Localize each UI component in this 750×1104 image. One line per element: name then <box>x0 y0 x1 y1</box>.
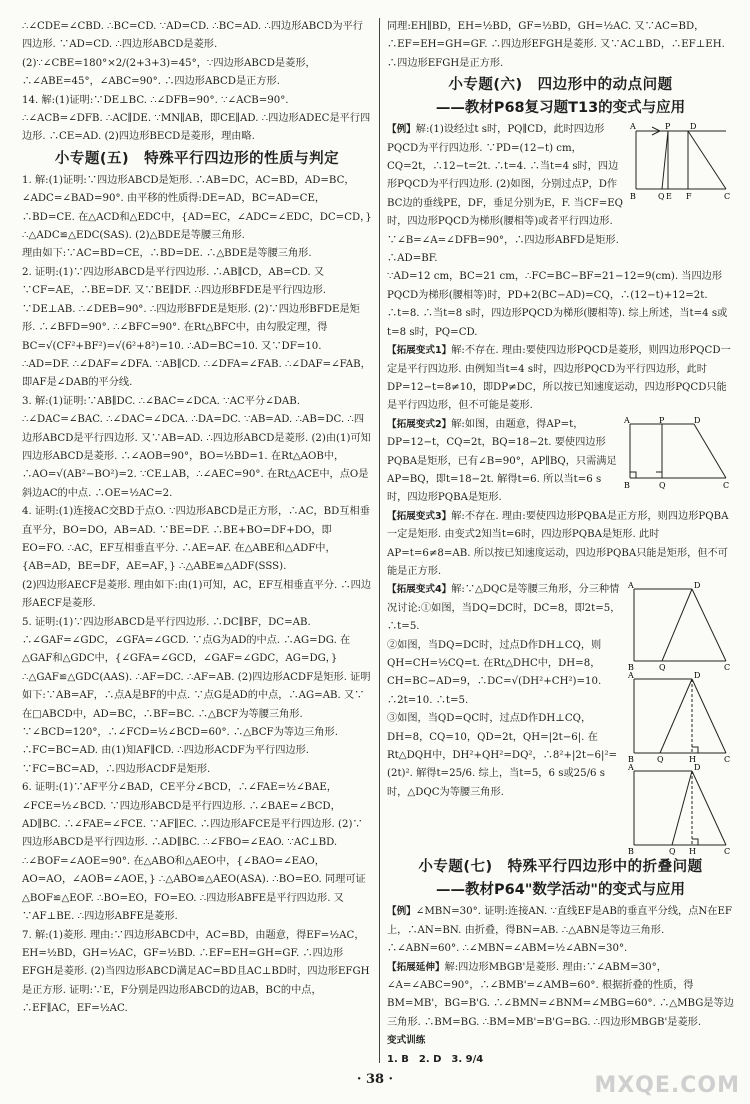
fig7-label-Q: Q <box>659 480 666 490</box>
variant-2-tag: 【拓展变式2】 <box>387 418 452 430</box>
fig6-label-F: F <box>686 192 692 202</box>
watermark: MXQE.COM <box>594 1073 740 1098</box>
document-page <box>22 18 734 1063</box>
left-para-5: 理由如下:∵AC=BD=CE，∴BD=DE. ∴△BDE是等腰三角形. <box>22 248 312 260</box>
section-title-6: 小专题(六) 四边形中的动点问题 <box>448 77 673 94</box>
variant-3 <box>387 508 734 582</box>
fig8-label-Q: Q <box>659 663 666 672</box>
variant-4-text-a: 解:∵△DQC是等腰三角形，分三种情况讨论:①如图，当DQ=DC时，DC=8，即2t=5，∴t=5. <box>387 584 621 633</box>
choice-answers: 1. B 2. D 3. 9/4 <box>387 1053 484 1063</box>
trapezoid-figure-6 <box>628 121 734 203</box>
fig6-label-E: E <box>666 192 672 202</box>
variant-1-tag: 【拓展变式1】 <box>387 345 452 357</box>
fig8-label-C: C <box>724 663 731 672</box>
example-7-text: ∠MBN=30°. 证明:连接AN. ∵直线EF是AB的垂直平分线，点N在EF上，∴AN=BN. 由折叠，得BN=AB. ∴△ABN是等边三角形. ∴∠ABN=60°. ∴∠MBN=∠ABM=½∠ABN=30°. <box>387 906 732 955</box>
example-tag: 【例】 <box>387 124 416 136</box>
variant-2-text: 解:如图，由题意，得AP=t，DP=12−t，CQ=2t，BQ=18−2t. 要使四边形PQBA是矩形，已有∠B=90°，AP∥BQ，只需满足AP=BQ，即t=18−2t. 解得t=6. 所以当t=6 s时，四边形PQBA是矩形. <box>387 418 617 504</box>
page-number: · 38 · <box>356 1072 394 1087</box>
left-para-4: 1. 解:(1)证明:∵四边形ABCD是矩形. ∴AB=DC，AC=BD，AD=BC，∠ADC=∠BAD=90°. 由平移的性质得:DE=AD，BC=AD=CE，∴BD=CE. 在△ACD和△EDC中，{AD=EC，∠ADC=∠EDC，DC=CD，} ∴△ADC≌△EDC(SAS). (2)△BDE是等腰三角形. <box>22 174 372 242</box>
example-7-tag: 【例】 <box>387 906 416 918</box>
section-title-7: 小专题(七) 特殊平行四边形中的折叠问题 <box>418 859 703 876</box>
fig8-label-D: D <box>694 581 701 591</box>
fig8-label-A: A <box>628 581 634 591</box>
fig7-label-P: P <box>659 415 665 425</box>
fig10-label-Q: Q <box>669 847 676 856</box>
fig9-label-C: C <box>724 755 731 764</box>
right-top-para: 同理:EH∥BD，EH=½BD，GF=½BD，GH=½AC. 又∵AC=BD，∴EF=EH=GH=GF. ∴四边形EFGH是菱形. 又∵AC⊥BD，∴EF⊥EH. ∴四边形EFGH是正方形. <box>387 21 725 69</box>
triangle-figure-8 <box>626 581 734 671</box>
section-subtitle-6: ——教材P68复习题T13的变式与应用 <box>435 100 686 117</box>
trapezoid-figure-7 <box>622 416 734 490</box>
training-title: 变式训练 <box>387 1035 426 1047</box>
extension-7 <box>387 959 734 1033</box>
variant-4-tag: 【拓展变式4】 <box>387 584 452 596</box>
fig6-label-C: C <box>724 192 731 202</box>
fig9-label-H: H <box>689 755 696 764</box>
left-column <box>22 18 372 1063</box>
fig6-label-Q: Q <box>658 192 665 202</box>
fig7-label-B: B <box>624 480 630 490</box>
variant-4-text-c: ③如图，当QD=QC时，过点D作DH⊥CQ，DH=8，CQ=10，QD=2t，QH=|2t−6|. 在Rt△DQH中，DH²+QH²=DQ²，∴8²+|2t−6|²=(2t)². 解得t=25/6. 综上，当t=5，6 s或25/6 s时，△DQC为等腰三角形. <box>387 713 618 798</box>
triangle-figure-9 <box>626 671 734 763</box>
left-para-1: (2)∵∠CBE=180°×2/(2+3+3)=45°，∵四边形ABCD是菱形，∴∠ABE=45°，∠ABC=90°. ∴四边形ABCD是正方形. <box>22 57 316 88</box>
fig9-label-B: B <box>628 755 634 764</box>
left-para-6: 2. 证明:(1)∵四边形ABCD是平行四边形. ∴AB∥CD，AB=CD. 又∵CF=AE，∴BE=DF. 又∵BE∥DF. ∴四边形BFDE是平行四边形. ∵DE⊥AB. ∴∠DEB=90°. ∴四边形BFDE是矩形. (2)∵四边形BFDE是矩形. ∴∠BFD=90°. ∴∠BFC=90°. 在Rt△BFC中，由勾股定理，得BC=√(CF²+BF²)=√(6²+8²)=10. ∴AD=BC=10. 又∵DF=10. ∴AD=DF. ∴∠DAF=∠DFA. ∵AB∥CD. ∴∠DFA=∠FAB. ∴∠DAF=∠FAB，即AF是∠DAB的平分线. <box>22 266 371 389</box>
section-title-5: 小专题(五) 特殊平行四边形的性质与判定 <box>54 150 340 167</box>
fig7-label-C: C <box>723 480 730 490</box>
fig9-label-A: A <box>628 671 634 681</box>
variant-4-block <box>387 581 734 855</box>
fig10-label-A: A <box>628 763 634 773</box>
variant-4-figures <box>626 581 734 855</box>
fig10-label-B: B <box>628 847 634 856</box>
fig7-label-D: D <box>694 415 701 425</box>
example-6-block <box>387 121 734 268</box>
extension-7-tag: 【拓展延伸】 <box>387 961 445 973</box>
fig7-label-A: A <box>624 415 630 425</box>
fig6-label-A: A <box>630 122 636 132</box>
left-para-2: 14. 解:(1)证明:∵DE⊥BC. ∴∠DFB=90°. ∵∠ACB=90°. ∴∠ACB=∠DFB. ∴AC∥DE. ∵MN∥AB，即CE∥AD. ∴四边形ADEC是平行四边形. ∴CE=AD. (2)四边形BECD是菱形，理由略. <box>22 94 371 143</box>
section-subtitle-7: ——教材P64"数学活动"的变式与应用 <box>436 882 685 899</box>
variant-1 <box>387 342 734 416</box>
triangle-figure-10 <box>626 763 734 855</box>
left-para-7: 3. 解:(1)证明:∵AB∥DC. ∴∠BAC=∠DCA. ∵AC平分∠DAB. ∴∠DAC=∠BAC. ∴∠DAC=∠DCA. ∴DA=DC. ∵AB=AD. ∴AB=DC. ∴四边形ABCD是平行四边形. 又∵AB=AD. ∴四边形ABCD是菱形. (2)由(1)可知四边形ABCD是菱形. ∴∠AOB=90°，BO=½BD=1. 在Rt△AOB中，∴AO=√(AB²−BO²)=2. ∵CE⊥AB，∴∠AEC=90°. 在Rt△ACE中，点O是斜边AC的中点. ∴OE=½AC=2. <box>22 395 371 499</box>
example-6-text-b: ∵AD=12 cm，BC=21 cm，∴FC=BC−BF=21−12=9(cm). 当四边形PQCD为梯形(腰相等)时，PD+2(BC−AD)=CQ，∴(12−t)+12=2t. ∴t=8. ∴当t=8 s时，四边形PQCD为梯形(腰相等). 综上所述，当t=4 s或t=8 s时，PQ=CD. <box>387 271 728 338</box>
extension-7-text: 解:四边形MBGB'是菱形. 理由:∵∠ABM=30°，∠A=∠ABC=90°，∴∠BMB'=∠AMB=60°. 根据折叠的性质，得BM=MB'，BG=B'G. ∴∠BMN=∠BNM=∠MBG=60°. ∴△MBG是等边三角形. ∴BM=BG. ∴BM=MB'=B'G=BG. ∴四边形MBGB'是菱形. <box>387 961 734 1028</box>
example-7 <box>387 903 734 958</box>
fig9-label-Q: Q <box>657 755 664 764</box>
variant-2-block <box>387 416 734 508</box>
right-column <box>387 18 734 1063</box>
left-para-10: 5. 证明:(1)∵四边形ABCD是平行四边形. ∴DC∥BF，DC=AB. ∴∠GAF=∠GDC，∠GFA=∠GCD. ∵点G为AD的中点. ∴AG=DG. 在△GAF和△GDC中，{∠GFA=∠GCD，∠GAF=∠GDC，AG=DG，} ∴△GAF≌△GDC(AAS). ∴AF=DC. ∴AF=AB. (2)四边形ACDF是矩形. 证明如下:∵AB=AF，∴点A是BF的中点. ∵点G是AD的中点，∴AG=AB. 又∵在□ABCD中，AD=BC，∴BF=BC. ∴△BCF为等腰三角形. ∵∠BCD=120°，∴∠FCD=½∠BCD=60°. ∴△BCF为等边三角形. ∴FC=BC=AD. 由(1)知AF∥CD. ∴四边形ACDF为平行四边形. ∵FC=BC=AD，∴四边形ACDF是矩形. <box>22 616 371 775</box>
fig10-label-H: H <box>689 847 696 856</box>
left-para-0: ∴∠CDE=∠CBD. ∴BC=CD. ∵AD=CD. ∴BC=AD. ∴四边形ABCD为平行四边形. ∵AD=CD. ∴四边形ABCD是菱形. <box>22 21 363 51</box>
variant-3-tag: 【拓展变式3】 <box>387 510 452 522</box>
column-divider <box>379 18 380 1063</box>
left-para-12: 7. 解:(1)菱形. 理由:∵四边形ABCD中，AC=BD，由题意，得EF=½AC，EH=½BD，GH=½AC，GF=½BD. ∴EF=EH=GH=GF. ∴四边形EFGH是菱形. (2)当四边形ABCD满足AC=BD且AC⊥BD时，四边形EFGH是正方形. 证明:∵E，F分别是四边形ABCD的边AB，BC的中点，∴EF∥AC，EF=½AC. <box>22 929 370 1015</box>
example-6-text-a: 解:(1)设经过t s时，PQ∥CD，此时四边形PQCD为平行四边形. ∵PD=(12−t) cm，CQ=2t，∴12−t=2t. ∴t=4. ∴当t=4 s时，四边形PQCD为平行四边形. (2)如图，分别过点P，D作BC边的垂线PE，DF，垂足分别为E，F. 当CF=EQ时，四边形PQCD为梯形(腰相等)或者平行四边形. ∵∠B=∠A=∠DFB=90°，∴四边形ABFD是矩形. ∴AD=BF. <box>387 124 624 265</box>
fig10-label-C: C <box>724 847 731 856</box>
fig9-label-D: D <box>694 671 701 681</box>
fig6-label-P: P <box>665 122 671 132</box>
variant-1-text: 解:不存在. 理由:要使四边形PQCD是菱形，则四边形PQCD一定是平行四边形. 由例知当t=4 s时，四边形PQCD为平行四边形，此时DP=12−t=8≠10，即DP≠DC，所以按已知速度运动，四边形PQCD只能是平行四边形，但不可能是菱形. <box>387 345 731 412</box>
variant-4-text-b: ②如图，当DQ=DC时，过点D作DH⊥CQ，则QH=CH=½CQ=t. 在Rt△DHC中，DH=8，CH=BC−AD=9，∴DC=√(DH²+CH²)=10. ∴2t=10. ∴t=5. <box>387 639 602 706</box>
left-para-8: 4. 证明:(1)连接AC交BD于点O. ∵四边形ABCD是正方形，∴AC，BD互相垂直平分，BO=DO，AB=AD. ∵BE=DF. ∴BE+BO=DF+DO，即EO=FO. ∴AC，EF互相垂直平分. ∴AE=AF. 在△ABE和△ADF中，{AB=AD，BE=DF，AE=AF，} ∴△ABE≌△ADF(SSS). <box>22 506 370 573</box>
left-para-9: (2)四边形AECF是菱形. 理由如下:由(1)可知，AC，EF互相垂直平分. ∴四边形AECF是菱形. <box>22 579 372 610</box>
fig10-label-D: D <box>694 763 701 773</box>
left-para-11: 6. 证明:(1)∵AF平分∠BAD，CE平分∠BCD，∴∠FAE=½∠BAE，∠FCE=½∠BCD. ∵四边形ABCD是平行四边形. ∴∠BAE=∠BCD，AD∥BC. ∴∠FAE=∠FCE. ∵AF∥EC. ∴四边形AFCE是平行四边形. (2)∵四边形ABCD是平行四边形. ∴AD∥BC. ∴∠FBO=∠EAO. ∵AC⊥BD. ∴∠BOF=∠AOE=90°. 在△ABO和△AEO中，{∠BAO=∠EAO，AO=AO，∠AOB=∠AOE，} ∴△ABO≌△AEO(ASA). ∴BO=EO. 同理可证△BOF≌△EOF. ∴BO=EO，FO=EO. ∴四边形ABFE是平行四边形. 又∵AF⊥BE. ∴四边形ABFE是菱形. <box>22 782 366 923</box>
fig6-label-D: D <box>690 122 697 132</box>
fig6-label-B: B <box>630 192 636 202</box>
fig8-label-B: B <box>628 663 634 672</box>
variant-3-text: 解:不存在. 理由:要使四边形PQBA是正方形，则四边形PQBA一定是矩形. 由变式2知当t=6时，四边形PQBA是矩形. 此时AP=t=6≠8=AB. 所以按已知速度运动，四边形PQBA只能是矩形，但不可能是正方形. <box>387 510 729 577</box>
